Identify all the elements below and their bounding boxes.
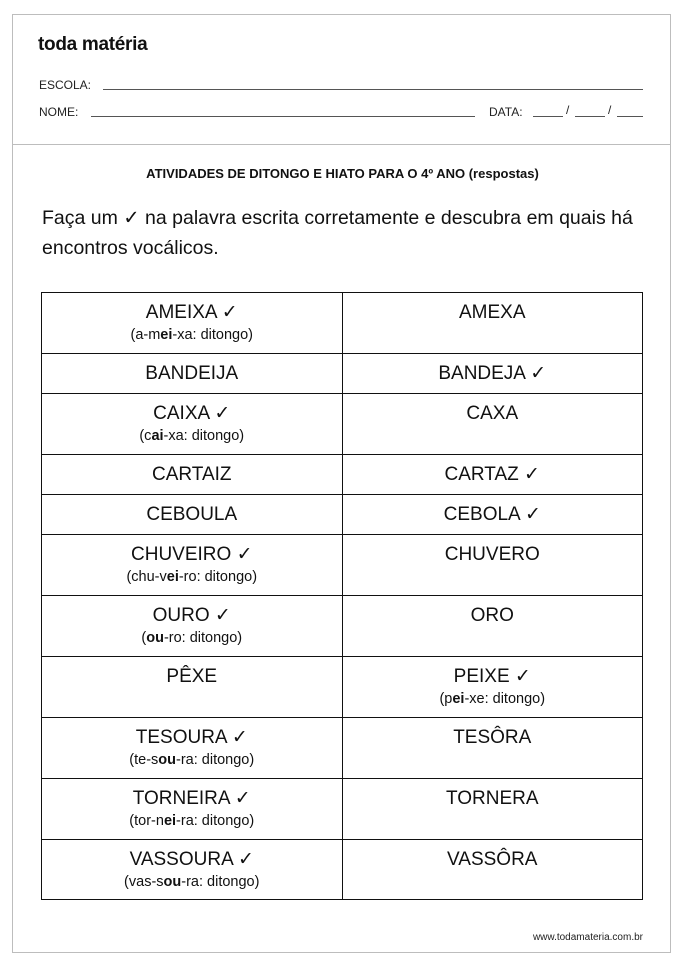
word-text: CHUVERO [444, 544, 540, 565]
word-text: CAIXA ✓ [153, 403, 231, 424]
hint-part: (vas-s [124, 874, 164, 890]
word-text: OURO ✓ [152, 605, 231, 626]
hint-part: -ra: ditongo) [181, 874, 260, 890]
name-label: NOME: [39, 105, 79, 119]
word-cell-right[interactable] [342, 596, 643, 657]
hint-part: ( [141, 630, 147, 646]
word-cell-right[interactable] [342, 779, 643, 840]
table-row [42, 394, 643, 455]
word-cell-right[interactable] [342, 354, 643, 394]
word-text: CARTAIZ [151, 464, 232, 485]
table-row [42, 495, 643, 535]
vowel-cluster: ou [158, 752, 177, 768]
word-text: TORNEIRA ✓ [132, 788, 251, 809]
word-cell-right[interactable] [342, 495, 643, 535]
word-cell-right[interactable] [342, 718, 643, 779]
name-input-line[interactable] [91, 116, 475, 117]
date-day-line[interactable] [533, 116, 563, 117]
hint-part: (te-s [129, 752, 159, 768]
vowel-cluster: ei [452, 691, 465, 707]
date-separator-2: / [608, 103, 612, 117]
syllable-hint [42, 629, 342, 647]
date-month-line[interactable] [575, 116, 605, 117]
word-cell-right[interactable] [342, 455, 643, 495]
word-cell-left[interactable] [42, 657, 343, 718]
word-text: CHUVEIRO ✓ [131, 544, 253, 565]
word-cell-left[interactable] [42, 455, 343, 495]
syllable-hint [42, 873, 342, 891]
word-cell-right[interactable] [342, 657, 643, 718]
word-cell-left[interactable] [42, 718, 343, 779]
hint-part: -ro: ditongo) [178, 569, 258, 585]
word-cell-right[interactable] [342, 394, 643, 455]
hint-part: -ro: ditongo) [163, 630, 243, 646]
school-label: ESCOLA: [39, 78, 92, 92]
vowel-cluster: ei [160, 327, 173, 343]
word-text: TESÔRA [453, 727, 532, 748]
word-cell-left[interactable] [42, 779, 343, 840]
syllable-hint [42, 751, 342, 769]
word-text: BANDEJA ✓ [438, 363, 547, 384]
word-text: CEBOULA [146, 504, 238, 525]
table-row [42, 535, 643, 596]
hint-part: -ra: ditongo) [176, 813, 255, 829]
vowel-cluster: ai [151, 428, 164, 444]
hint-part: (c [139, 428, 152, 444]
word-text: CEBOLA ✓ [443, 504, 541, 525]
hint-part: -xa: ditongo) [172, 327, 253, 343]
syllable-hint [42, 427, 342, 445]
page-title: ATIVIDADES DE DITONGO E HIATO PARA O 4º ANO (respostas) [146, 166, 539, 181]
word-text: PÊXE [166, 666, 218, 687]
word-text: CARTAZ ✓ [444, 464, 540, 485]
hint-part: -xa: ditongo) [163, 428, 245, 444]
date-separator-1: / [566, 103, 570, 117]
word-text: AMEIXA ✓ [145, 302, 238, 323]
table-row [42, 840, 643, 900]
hint-part: (p [439, 691, 453, 707]
hint-part: -xe: ditongo) [464, 691, 546, 707]
syllable-hint [343, 690, 643, 708]
word-text: BANDEIJA [145, 363, 239, 384]
vowel-cluster: ei [166, 569, 179, 585]
word-cell-right[interactable] [342, 840, 643, 900]
date-label: DATA: [489, 105, 523, 119]
table-row [42, 455, 643, 495]
word-text: VASSÔRA [447, 849, 538, 870]
word-cell-left[interactable] [42, 840, 343, 900]
syllable-hint [42, 326, 342, 344]
word-cell-left[interactable] [42, 596, 343, 657]
word-cell-left[interactable] [42, 495, 343, 535]
word-cell-left[interactable] [42, 394, 343, 455]
word-text: PEIXE ✓ [453, 666, 531, 687]
words-table [41, 292, 643, 900]
word-text: TESOURA ✓ [135, 727, 248, 748]
table-row [42, 779, 643, 840]
hint-part: (a-m [130, 327, 161, 343]
word-cell-left[interactable] [42, 354, 343, 394]
school-input-line[interactable] [103, 89, 643, 90]
syllable-hint [42, 812, 342, 830]
table-row [42, 354, 643, 394]
hint-part: -ra: ditongo) [176, 752, 255, 768]
word-cell-right[interactable] [342, 293, 643, 354]
date-year-line[interactable] [617, 116, 643, 117]
word-cell-left[interactable] [42, 293, 343, 354]
vowel-cluster: ou [163, 874, 182, 890]
word-text: VASSOURA ✓ [129, 849, 254, 870]
table-row [42, 293, 643, 354]
table-row [42, 596, 643, 657]
word-text: CAXA [466, 403, 519, 424]
vowel-cluster: ou [146, 630, 164, 646]
table-row [42, 657, 643, 718]
brand-logo: toda matéria [38, 34, 148, 55]
vowel-cluster: ei [163, 813, 177, 829]
word-text: ORO [470, 605, 514, 626]
table-row [42, 718, 643, 779]
word-cell-left[interactable] [42, 535, 343, 596]
word-text: TORNERA [445, 788, 539, 809]
footer-url: www.todamateria.com.br [532, 932, 643, 943]
word-cell-right[interactable] [342, 535, 643, 596]
word-text: AMEXA [458, 302, 526, 323]
hint-part: (chu-v [126, 569, 167, 585]
header-divider [13, 144, 670, 145]
syllable-hint [42, 568, 342, 586]
instruction-text: Faça um ✓ na palavra escrita corretamente e descubra em quais há encontros vocálicos. [42, 207, 633, 259]
hint-part: (tor-n [129, 813, 164, 829]
